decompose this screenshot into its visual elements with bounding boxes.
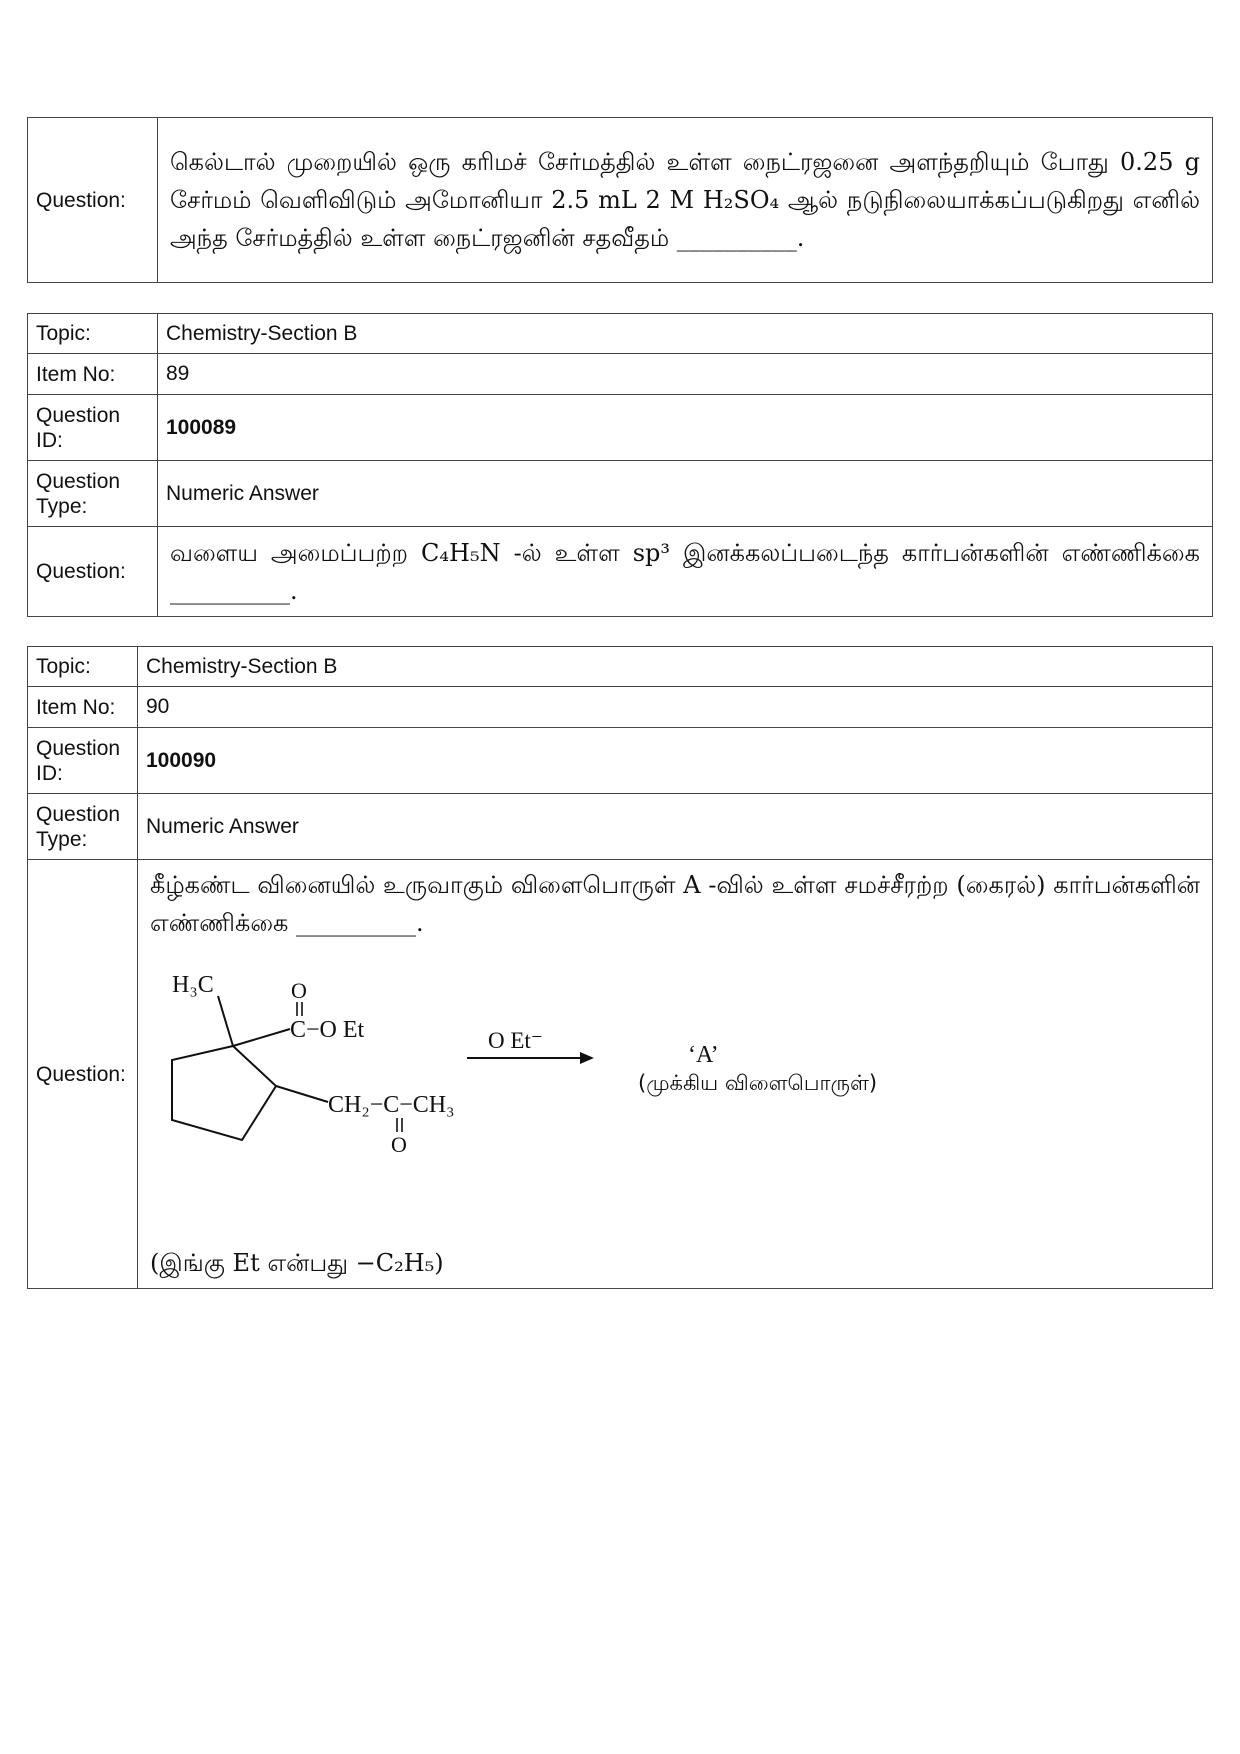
item-no-label: Item No: — [28, 687, 138, 728]
topic-value: Chemistry-Section B — [138, 647, 1213, 687]
question-label: Question: — [28, 527, 158, 617]
question-text: கீழ்கண்ட வினையில் உருவாகும் விளைபொருள் A -வில் உள்ள சமச்சீரற்ற (கைரல்) கார்பன்களின் எண்ணிக்கை __________. — [150, 871, 1200, 937]
product-note: (முக்கிய விளைபொருள்) — [638, 1071, 878, 1095]
question-block-1 — [27, 117, 1213, 283]
question-id-value: 100089 — [158, 395, 1213, 461]
question-label: Question: — [28, 118, 158, 283]
reaction-scheme — [150, 952, 1200, 1252]
question-id-label: Question ID: — [28, 728, 138, 794]
side-chain-label: CH₂−C−CH₃ — [328, 1092, 455, 1118]
question-type-label: Question Type: — [28, 794, 138, 860]
question-type-value: Numeric Answer — [138, 794, 1213, 860]
question-type-label: Question Type: — [28, 461, 158, 527]
ester-bond — [233, 1029, 290, 1046]
item-no-value: 90 — [138, 687, 1213, 728]
topic-value: Chemistry-Section B — [158, 314, 1213, 354]
product-label: ‘A’ — [688, 1042, 719, 1068]
question-id-value: 100090 — [138, 728, 1213, 794]
question-text: கெல்டால் முறையில் ஒரு கரிமச் சேர்மத்தில் உள்ள நைட்ரஜனை அளந்தறியும் போது 0.25 g சேர்மம் வெளிவிடும் அமோனியா 2.5 mL 2 M H₂SO₄ ஆல் நடுநிலையாக்கப்படுகிறது எனில் அந்த சேர்மத்தில் உள்ள நைட்ரஜனின் சதவீதம் __________. — [158, 118, 1213, 283]
methyl-label: H₃C — [172, 972, 214, 998]
ketone-oxygen-label: O — [391, 1132, 407, 1157]
ester-oxygen-label: O — [291, 978, 307, 1003]
question-block-3 — [27, 646, 1213, 1289]
question-label: Question: — [28, 860, 138, 1289]
ester-label: C−O Et — [290, 1017, 365, 1043]
footnote: (இங்கு Et என்பது −C₂H₅) — [150, 1249, 444, 1277]
question-type-value: Numeric Answer — [158, 461, 1213, 527]
reagent-label: O Et⁻ — [488, 1028, 543, 1053]
question-id-label: Question ID: — [28, 395, 158, 461]
question-block-2 — [27, 313, 1213, 617]
methyl-bond — [218, 996, 233, 1046]
question-cell — [138, 860, 1213, 1289]
item-no-label: Item No: — [28, 354, 158, 395]
question-text: வளைய அமைப்பற்ற C₄H₅N -ல் உள்ள sp³ இனக்கலப்படைந்த கார்பன்களின் எண்ணிக்கை __________. — [158, 527, 1213, 617]
arrow-head-icon — [580, 1052, 594, 1064]
cyclopentane-ring — [172, 1046, 276, 1140]
topic-label: Topic: — [28, 314, 158, 354]
topic-label: Topic: — [28, 647, 138, 687]
item-no-value: 89 — [158, 354, 1213, 395]
side-chain-bond — [276, 1086, 328, 1102]
